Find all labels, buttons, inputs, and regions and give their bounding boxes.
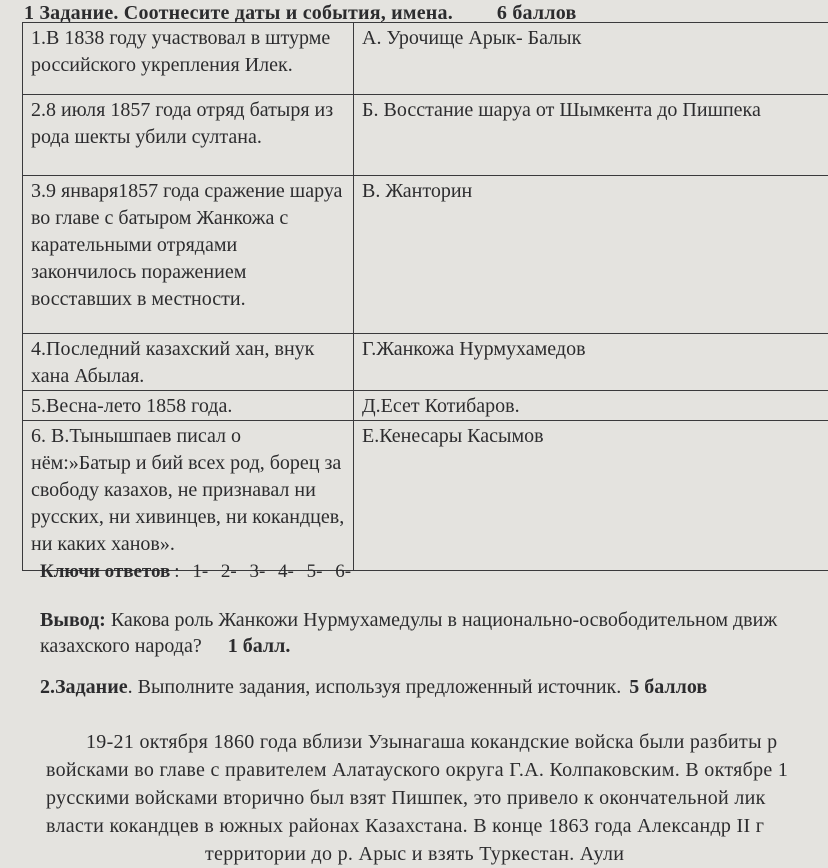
task2-text: . Выполните задания, используя предложенный источник. <box>128 676 622 698</box>
source-line: войсками во главе с правителем Алатауского округа Г.А. Колпаковским. В октябре 1 <box>46 756 828 784</box>
answer-cell-e: Д.Есет Котибаров. <box>354 391 828 421</box>
task2-points: 5 баллов <box>629 676 707 698</box>
table-row <box>23 334 828 391</box>
table-row <box>23 391 828 421</box>
conclusion-label: Вывод: <box>40 609 106 631</box>
answer-keys-label: Ключи ответов <box>40 561 170 582</box>
table-row <box>23 23 828 95</box>
event-cell-6: 6. В.Тынышпаев писал о нём:»Батыр и бий всех род, борец за свободу казахов, не признавал ни русских, ни хивинцев, ни кокандцев, ни каких ханов». <box>23 421 354 571</box>
event-cell-2: 2.8 июля 1857 года отряд батыря из рода шекты убили султана. <box>23 95 354 176</box>
source-line: власти кокандцев в южных районах Казахстана. В конце 1863 года Александр II г <box>46 812 828 840</box>
source-text <box>46 728 828 868</box>
source-line: русскими войсками вторично был взят Пишпек, это привело к окончательной лик <box>46 784 828 812</box>
answer-cell-c: В. Жанторин <box>354 176 828 334</box>
table-row <box>23 421 828 571</box>
conclusion-points: 1 балл. <box>228 635 291 657</box>
answer-cell-d: Г.Жанкожа Нурмухамедов <box>354 334 828 391</box>
event-cell-1: 1.В 1838 году участвовал в штурме российского укрепления Илек. <box>23 23 354 95</box>
conclusion-question <box>40 607 777 659</box>
table-row <box>23 176 828 334</box>
task1-title-text: 1 Задание. Соотнесите даты и события, имена. <box>24 2 453 24</box>
task2-title <box>40 676 707 699</box>
matching-table <box>22 22 828 571</box>
task2-label: 2.Задание <box>40 676 128 698</box>
answer-keys <box>40 561 351 583</box>
answer-cell-a: А. Урочище Арык- Балык <box>354 23 828 95</box>
event-cell-3: 3.9 января1857 года сражение шаруа во главе с батыром Жанкожа с карательными отрядами закончилось поражением восставших в местности. <box>23 176 354 334</box>
conclusion-text-line1: Какова роль Жанкожи Нурмухамедулы в национально-освободительном движ <box>106 609 777 631</box>
answer-keys-slots: : 1- 2- 3- 4- 5- 6- <box>174 561 351 582</box>
source-line: 19-21 октября 1860 года вблизи Узынагаша кокандские войска были разбиты р <box>46 728 828 756</box>
conclusion-text-line2: казахского народа? <box>40 635 202 657</box>
task1-points: 6 баллов <box>497 2 577 24</box>
answer-cell-b: Б. Восстание шаруа от Шымкента до Пишпека <box>354 95 828 176</box>
table-row <box>23 95 828 176</box>
event-cell-5: 5.Весна-лето 1858 года. <box>23 391 354 421</box>
answer-cell-f: Е.Кенесары Касымов <box>354 421 828 571</box>
source-line: территории до р. Арыс и взять Туркестан. Аули <box>46 840 828 868</box>
event-cell-4: 4.Последний казахский хан, внук хана Абылая. <box>23 334 354 391</box>
